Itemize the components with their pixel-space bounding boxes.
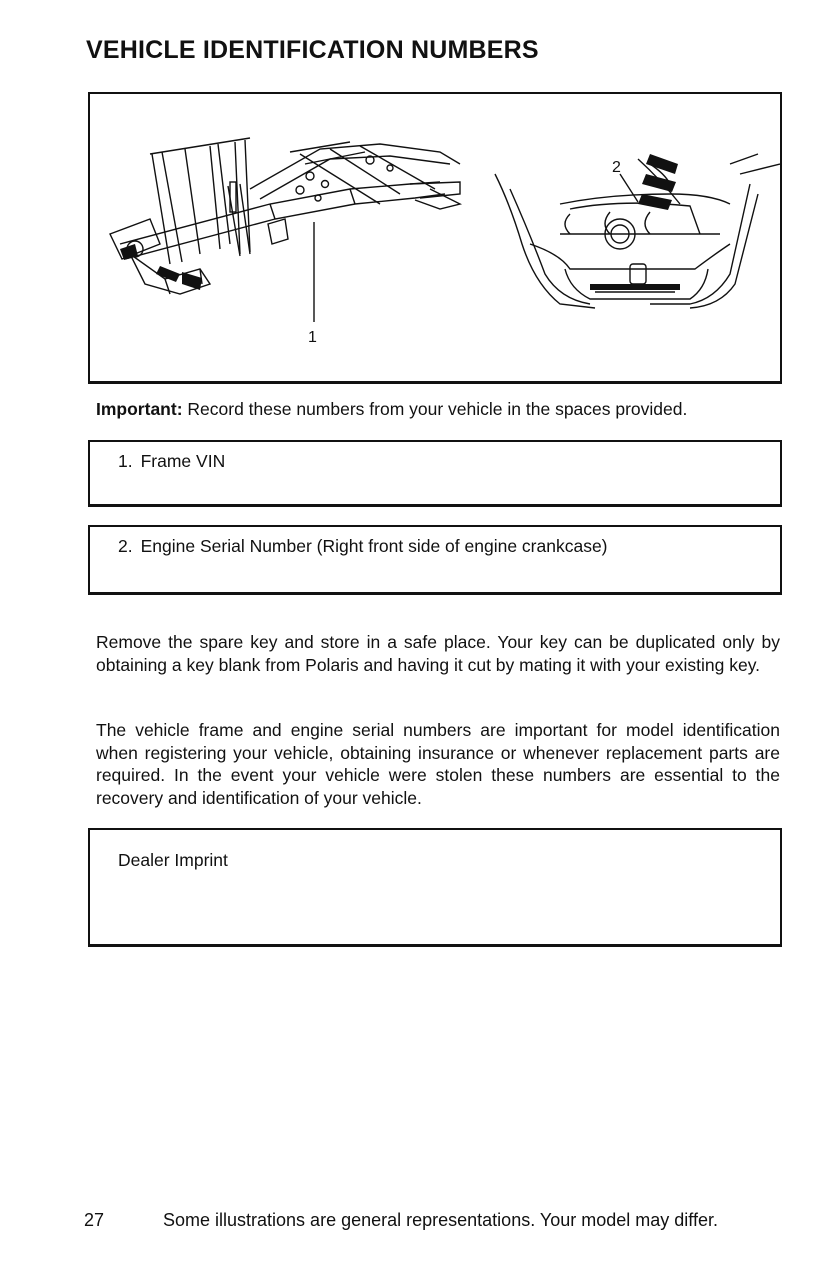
spare-key-paragraph: Remove the spare key and store in a safe place. Your key can be duplicated only by obtaining a key blank from Polaris and having it cut by mating it with your existing key. — [96, 632, 780, 675]
vin-location-figure — [88, 92, 782, 384]
engine-serial-field[interactable] — [88, 525, 782, 595]
serial-numbers-paragraph: The vehicle frame and engine serial numbers are important for model identification when registering your vehicle, obtaining insurance or whenever replacement parts are required. In the event your vehicle were stolen these numbers are essential to the recovery and identification of your vehicle. — [96, 720, 780, 808]
important-label: Important: — [96, 399, 183, 419]
page-title: VEHICLE IDENTIFICATION NUMBERS — [86, 36, 539, 64]
field-number: 2. — [118, 536, 133, 556]
important-text: Record these numbers from your vehicle in the spaces provided. — [182, 399, 688, 419]
engine-serial-label — [118, 536, 608, 557]
dealer-imprint-box — [88, 828, 782, 947]
field-label: Frame VIN — [140, 451, 226, 471]
dealer-imprint-label: Dealer Imprint — [118, 850, 228, 870]
important-note — [96, 399, 786, 420]
page-number: 27 — [84, 1210, 105, 1230]
frame-vin-label — [118, 451, 225, 472]
field-label: Engine Serial Number (Right front side of engine crankcase) — [140, 536, 608, 556]
callout-2-label: 2 — [612, 159, 621, 176]
frame-vin-field[interactable] — [88, 440, 782, 507]
field-number: 1. — [118, 451, 133, 471]
callout-1-label: 1 — [308, 329, 317, 346]
footer-note: Some illustrations are general representations. Your model may differ. — [163, 1210, 718, 1230]
